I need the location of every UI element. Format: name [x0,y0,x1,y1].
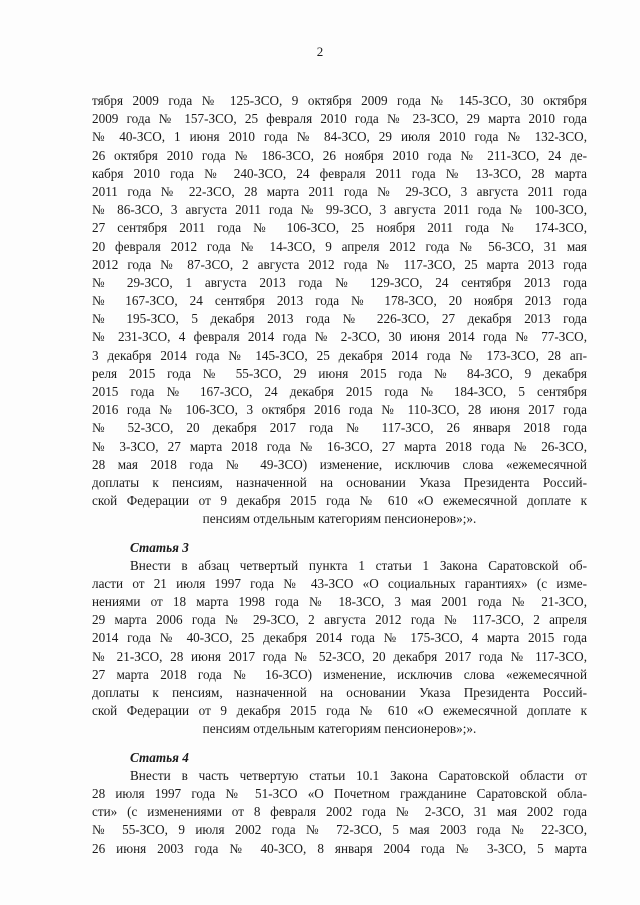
text-line: нениями от 18 марта 1998 года № 18-ЗСО, 3 мая 2001 года № 21-ЗСО, [92,594,587,610]
text-line: кабря 2010 года № 240-ЗСО, 24 февраля 2011 года № 13-ЗСО, 28 марта [92,165,587,181]
text-line: Внести в часть четвертую статьи 10.1 Закона Саратовской области от [130,767,587,783]
text-line: 26 июня 2003 года № 40-ЗСО, 8 января 2004 года № 3-ЗСО, 5 марта [92,840,587,856]
text-line: сти» (с изменениями от 8 февраля 2002 года № 2-ЗСО, 31 мая 2002 года [92,804,587,820]
text-line: 26 октября 2010 года № 186-ЗСО, 26 ноября 2010 года № 211-ЗСО, 24 де- [92,147,587,163]
text-line: 28 мая 2018 года № 49-ЗСО) изменение, исключив слова «ежемесячной [92,456,587,472]
text-line: № 167-ЗСО, 24 сентября 2013 года № 178-ЗСО, 20 ноября 2013 года [92,293,587,309]
text-line: № 231-ЗСО, 4 февраля 2014 года № 2-ЗСО, 30 июня 2014 года № 77-ЗСО, [92,329,587,345]
text-line: № 29-ЗСО, 1 августа 2013 года № 129-ЗСО, 24 сентября 2013 года [92,274,587,290]
text-line: 2015 года № 167-ЗСО, 24 декабря 2015 года № 184-ЗСО, 5 сентября [92,384,587,399]
text-line: 20 февраля 2012 года № 14-ЗСО, 9 апреля 2012 года № 56-ЗСО, 31 мая [92,238,587,254]
text-line: ласти от 21 июля 1997 года № 43-ЗСО «О социальных гарантиях» (с изме- [92,575,587,591]
text-line: № 55-ЗСО, 9 июля 2002 года № 72-ЗСО, 5 мая 2003 года № 22-ЗСО, [92,822,587,838]
article-3-text [92,557,587,739]
text-line: 2016 года № 106-ЗСО, 3 октября 2016 года № 110-ЗСО, 28 июня 2017 года [92,402,587,418]
article-3-heading: Статья 3 [130,539,189,555]
text-line: № 21-ЗСО, 28 июня 2017 года № 52-ЗСО, 20 декабря 2017 года № 117-ЗСО, [92,648,587,664]
text-line: 2014 года № 40-ЗСО, 25 декабря 2014 года № 175-ЗСО, 4 марта 2015 года [92,630,587,646]
text-line: № 195-ЗСО, 5 декабря 2013 года № 226-ЗСО, 27 декабря 2013 года [92,311,587,327]
text-line: 2009 года № 157-ЗСО, 25 февраля 2010 года № 23-ЗСО, 29 марта 2010 года [92,111,587,127]
text-line: доплаты к пенсиям, назначенной на основании Указа Президента Россий- [92,685,587,700]
text-line: № 52-ЗСО, 20 декабря 2017 года № 117-ЗСО, 26 января 2018 года [92,420,587,436]
text-line: Внести в абзац четвертый пункта 1 статьи 1 Закона Саратовской об- [130,557,587,573]
text-line: доплаты к пенсиям, назначенной на основании Указа Президента Россий- [92,474,587,490]
text-line: 2012 года № 87-ЗСО, 2 августа 2012 года № 117-ЗСО, 25 марта 2013 года [92,256,587,272]
article-4-heading: Статья 4 [130,749,189,765]
text-line: № 86-ЗСО, 3 августа 2011 года № 99-ЗСО, 3 августа 2011 года № 100-ЗСО, [92,202,587,218]
text-line: 28 июля 1997 года № 51-ЗСО «О Почетном гражданине Саратовской обла- [92,785,587,801]
text-line: пенсиям отдельным категориям пенсионеров»;». [202,721,477,737]
text-line: 3 декабря 2014 года № 145-ЗСО, 25 декабря 2014 года № 173-ЗСО, 28 ап- [92,347,587,363]
text-line: ской Федерации от 9 декабря 2015 года № 610 «О ежемесячной доплате к [92,493,587,509]
text-line: № 3-ЗСО, 27 марта 2018 года № 16-ЗСО, 27 марта 2018 года № 26-ЗСО, [92,438,587,454]
paragraph-continuation [92,92,587,529]
text-line: пенсиям отдельным категориям пенсионеров»;». [202,511,477,527]
text-line: 27 сентября 2011 года № 106-ЗСО, 25 ноября 2011 года № 174-ЗСО, [92,220,587,236]
text-line: № 40-ЗСО, 1 июня 2010 года № 84-ЗСО, 29 июля 2010 года № 132-ЗСО, [92,129,587,145]
text-line: 29 марта 2006 года № 29-ЗСО, 2 августа 2012 года № 117-ЗСО, 2 апреля [92,612,587,628]
text-line: 2011 года № 22-ЗСО, 28 марта 2011 года № 29-ЗСО, 3 августа 2011 года [92,183,587,199]
page-number: 2 [316,44,324,59]
text-line: 27 марта 2018 года № 16-ЗСО) изменение, исключив слова «ежемесячной [92,666,587,682]
text-line: ской Федерации от 9 декабря 2015 года № 610 «О ежемесячной доплате к [92,703,587,719]
document-body [92,92,587,858]
text-line: реля 2015 года № 55-ЗСО, 29 июня 2015 года № 84-ЗСО, 9 декабря [92,365,587,381]
article-4-text [92,767,587,858]
text-line: тября 2009 года № 125-ЗСО, 9 октября 2009 года № 145-ЗСО, 30 октября [92,93,587,108]
